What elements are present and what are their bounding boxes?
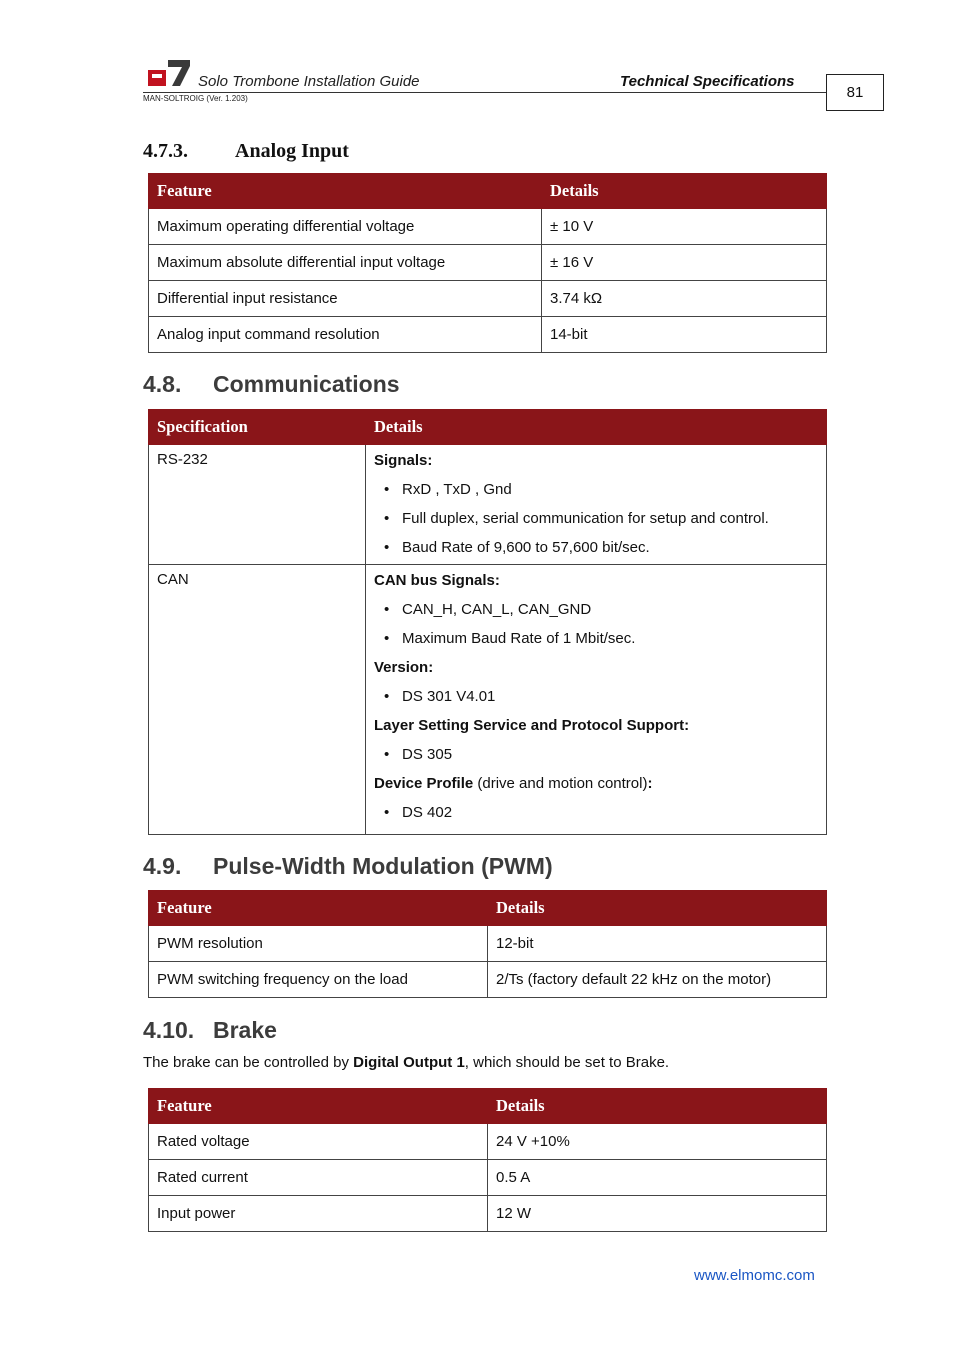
elmo-logo-icon (148, 58, 190, 88)
table-row (149, 565, 827, 835)
list-item: • DS 402 (402, 803, 818, 822)
column-header: Details (488, 891, 827, 926)
section-heading-text: Brake (213, 1017, 277, 1043)
intro-bold: Digital Output 1 (353, 1054, 465, 1071)
list-item: • Full duplex, serial communication for setup and control. (402, 509, 818, 528)
communications-heading (143, 371, 400, 398)
header-divider (143, 92, 826, 93)
feature-cell: PWM resolution (149, 926, 488, 962)
device-profile-note: (drive and motion control) (473, 775, 648, 792)
website-link[interactable]: www.elmomc.com (694, 1267, 815, 1284)
details-cell: 12-bit (488, 926, 827, 962)
list-item: • DS 305 (402, 745, 818, 764)
feature-cell: Differential input resistance (149, 281, 542, 317)
page-number: 81 (826, 74, 884, 111)
feature-cell: PWM switching frequency on the load (149, 962, 488, 998)
table-row (149, 926, 827, 962)
details-cell: 12 W (488, 1196, 827, 1232)
section-number: 4.7.3. (143, 140, 188, 162)
communications-table (148, 409, 827, 835)
feature-cell: Input power (149, 1196, 488, 1232)
feature-cell: Analog input command resolution (149, 317, 542, 353)
pwm-heading (143, 853, 553, 880)
column-header: Specification (149, 410, 366, 445)
table-row (149, 962, 827, 998)
section-heading-text: Pulse-Width Modulation (PWM) (213, 853, 553, 879)
section-title: Technical Specifications (620, 73, 795, 90)
version-label: Version: (374, 659, 434, 676)
feature-cell: Maximum operating differential voltage (149, 209, 542, 245)
section-number: 4.10. (143, 1017, 195, 1043)
list-item: • Baud Rate of 9,600 to 57,600 bit/sec. (402, 538, 818, 557)
brake-intro (143, 1054, 669, 1071)
feature-cell: Maximum absolute differential input voltage (149, 245, 542, 281)
list-item: • DS 301 V4.01 (402, 687, 818, 706)
analog-input-heading (143, 140, 349, 163)
table-row (149, 317, 827, 353)
details-cell: 14-bit (542, 317, 827, 353)
section-heading-text: Analog Input (235, 140, 349, 162)
version-list (374, 687, 818, 706)
intro-text-end: , which should be set to Brake. (464, 1054, 670, 1071)
brake-heading (143, 1017, 277, 1044)
table-header-row (149, 1089, 827, 1124)
list-item: • CAN_H, CAN_L, CAN_GND (402, 600, 818, 619)
details-cell: 3.74 kΩ (542, 281, 827, 317)
list-item: • RxD , TxD , Gnd (402, 480, 818, 499)
feature-cell: Rated voltage (149, 1124, 488, 1160)
table-row (149, 1160, 827, 1196)
section-heading-text: Communications (213, 371, 400, 397)
spec-cell: CAN (149, 565, 366, 835)
column-header: Details (488, 1089, 827, 1124)
table-header-row (149, 410, 827, 445)
details-cell: ± 10 V (542, 209, 827, 245)
spec-cell: RS-232 (149, 445, 366, 565)
details-cell (366, 565, 827, 835)
column-header: Feature (149, 1089, 488, 1124)
table-header-row (149, 174, 827, 209)
analog-input-table (148, 173, 827, 353)
feature-cell: Rated current (149, 1160, 488, 1196)
column-header: Feature (149, 174, 542, 209)
table-row (149, 445, 827, 565)
signals-list (374, 480, 818, 557)
lss-list (374, 745, 818, 764)
document-title: Solo Trombone Installation Guide (198, 73, 420, 90)
can-signals-list (374, 600, 818, 648)
device-profile-label (374, 774, 818, 793)
details-cell: 2/Ts (factory default 22 kHz on the motor) (488, 962, 827, 998)
can-signals-label: CAN bus Signals: (374, 572, 500, 589)
column-header: Feature (149, 891, 488, 926)
intro-text: The brake can be controlled by (143, 1054, 354, 1071)
column-header: Details (542, 174, 827, 209)
table-row (149, 209, 827, 245)
pwm-table (148, 890, 827, 998)
device-profile-list (374, 803, 818, 822)
table-row (149, 1124, 827, 1160)
lss-label: Layer Setting Service and Protocol Support: (374, 717, 690, 734)
document-code: MAN-SOLTROIG (Ver. 1.203) (143, 94, 248, 103)
list-item: • Maximum Baud Rate of 1 Mbit/sec. (402, 629, 818, 648)
brake-table (148, 1088, 827, 1232)
section-number: 4.8. (143, 371, 182, 397)
details-cell (366, 445, 827, 565)
device-profile-colon: : (647, 775, 653, 792)
table-row (149, 245, 827, 281)
section-number: 4.9. (143, 853, 182, 879)
signals-label: Signals: (374, 452, 433, 469)
details-cell: ± 16 V (542, 245, 827, 281)
table-header-row (149, 891, 827, 926)
table-row (149, 281, 827, 317)
device-profile-label-text: Device Profile (374, 775, 474, 792)
details-cell: 0.5 A (488, 1160, 827, 1196)
details-cell: 24 V +10% (488, 1124, 827, 1160)
column-header: Details (366, 410, 827, 445)
table-row (149, 1196, 827, 1232)
